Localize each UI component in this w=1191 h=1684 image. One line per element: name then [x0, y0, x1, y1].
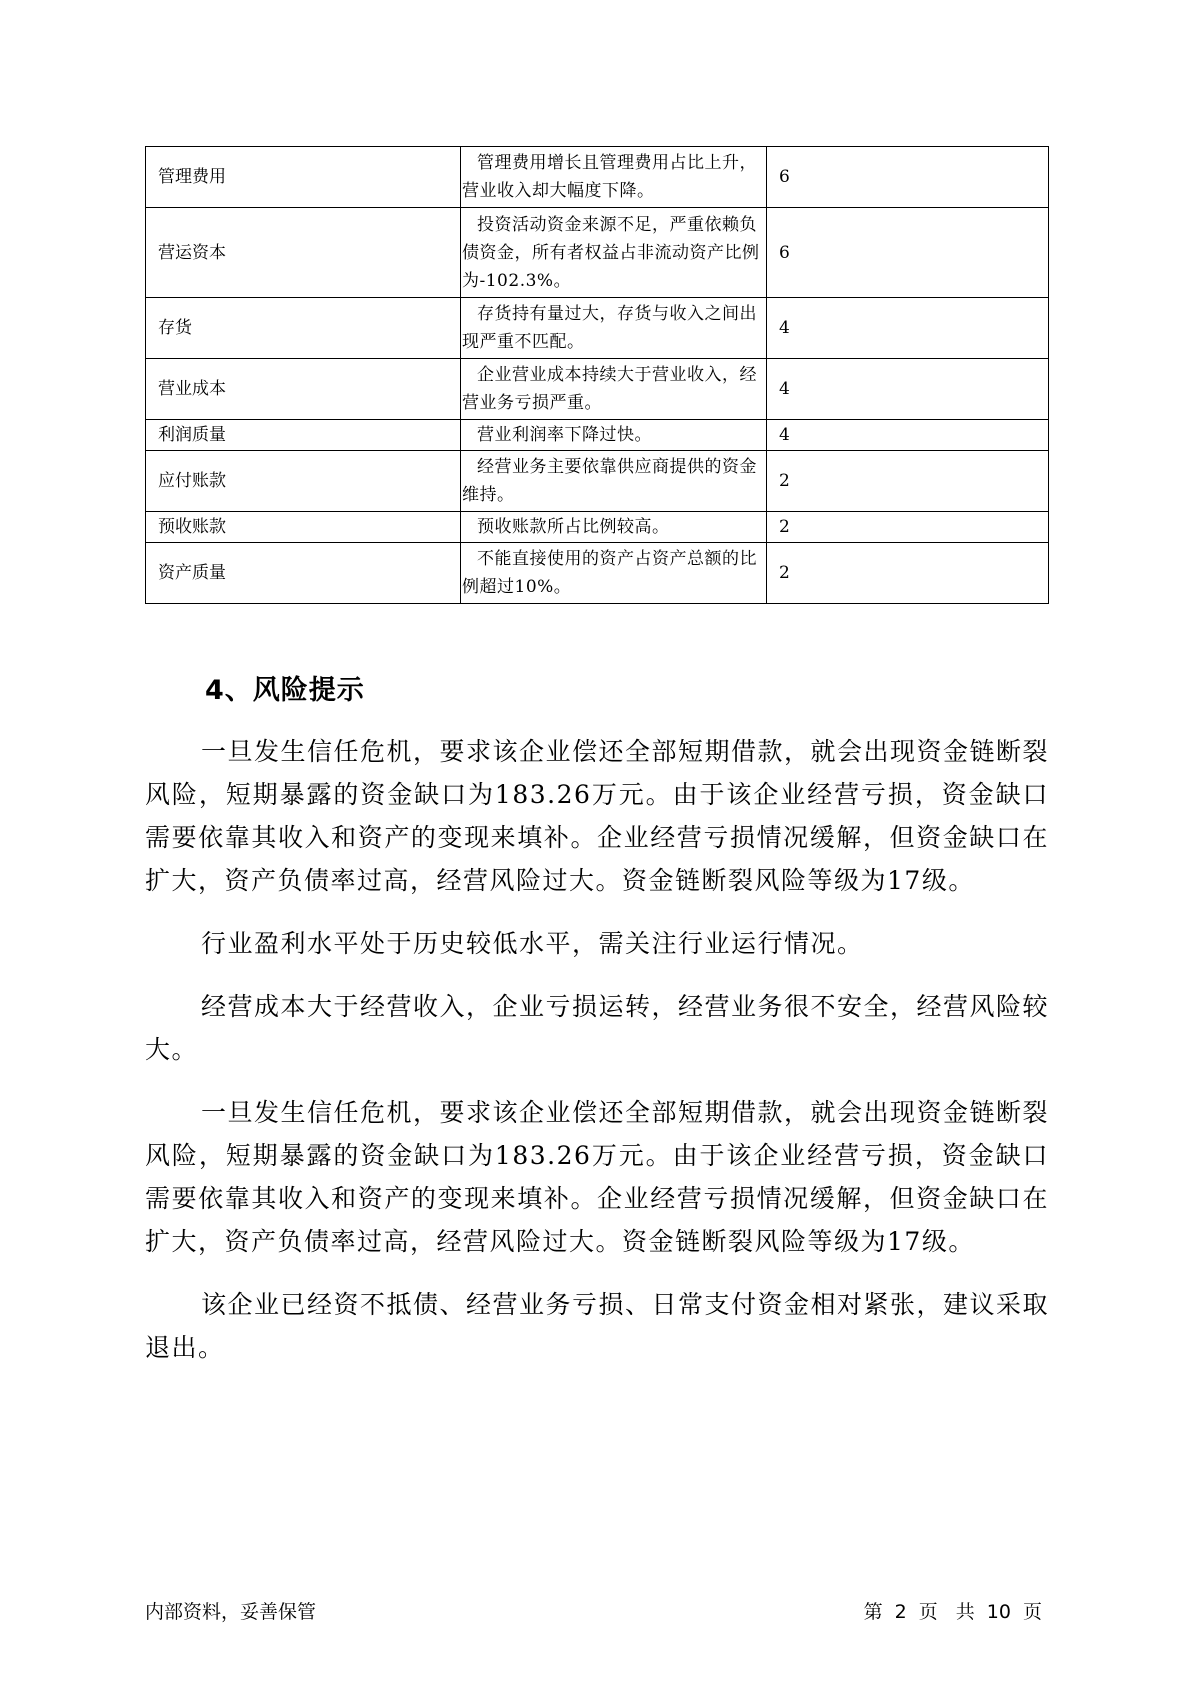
- indicator-name: 利润质量: [146, 420, 461, 451]
- description-text: 营业利润率下降过快。: [477, 425, 652, 445]
- indicator-score: 4: [767, 359, 1049, 420]
- indicator-score: 4: [767, 298, 1049, 359]
- indicator-description: [461, 298, 767, 359]
- table-row: [146, 298, 1049, 359]
- indicator-score: 4: [767, 420, 1049, 451]
- indicator-name: 存货: [146, 298, 461, 359]
- description-text: 投资活动资金来源不足，严重依赖负债资金，所有者权益占非流动资产比例为-102.3%。: [462, 214, 760, 291]
- page-prefix: 第: [863, 1601, 883, 1623]
- page-unit: 页: [918, 1601, 938, 1623]
- indicator-score: 2: [767, 512, 1049, 543]
- indicator-description: [461, 451, 767, 512]
- indicator-description: [461, 147, 767, 208]
- indicator-description: [461, 208, 767, 298]
- description-text: 企业营业成本持续大于营业收入，经营业务亏损严重。: [462, 365, 757, 413]
- table-row: [146, 208, 1049, 298]
- total-pages: 10: [986, 1601, 1011, 1623]
- description-text: 存货持有量过大，存货与收入之间出现严重不匹配。: [462, 304, 757, 352]
- paragraph: 该企业已经资不抵债、经营业务亏损、日常支付资金相对紧张，建议采取退出。: [145, 1290, 1050, 1362]
- table-row: [146, 512, 1049, 543]
- page-number: 2: [894, 1601, 907, 1623]
- section-body: [145, 730, 1049, 1389]
- table-row: [146, 420, 1049, 451]
- indicator-name: 营运资本: [146, 208, 461, 298]
- total-unit: 页: [1022, 1601, 1042, 1623]
- indicator-score: 2: [767, 543, 1049, 604]
- paragraph: 经营成本大于经营收入，企业亏损运转，经营业务很不安全，经营风险较大。: [145, 992, 1050, 1064]
- indicator-name: 营业成本: [146, 359, 461, 420]
- total-prefix: 共: [955, 1601, 975, 1623]
- table-row: [146, 543, 1049, 604]
- indicator-description: [461, 359, 767, 420]
- description-text: 经营业务主要依靠供应商提供的资金维持。: [462, 457, 757, 505]
- description-text: 管理费用增长且管理费用占比上升，营业收入却大幅度下降。: [462, 153, 757, 201]
- paragraph: 行业盈利水平处于历史较低水平，需关注行业运行情况。: [201, 929, 864, 958]
- section-heading: 4、风险提示: [205, 675, 365, 706]
- risk-indicator-table: [145, 146, 1049, 604]
- indicator-score: 6: [767, 208, 1049, 298]
- indicator-name: 资产质量: [146, 543, 461, 604]
- description-text: 不能直接使用的资产占资产总额的比例超过10%。: [462, 549, 757, 597]
- indicator-description: [461, 420, 767, 451]
- paragraph: 一旦发生信任危机，要求该企业偿还全部短期借款，就会出现资金链断裂风险，短期暴露的资金缺口为183.26万元。由于该企业经营亏损，资金缺口需要依靠其收入和资产的变现来填补。企业经营亏损情况缓解，但资金缺口在扩大，资产负债率过高，经营风险过大。资金链断裂风险等级为17级。: [145, 1098, 1050, 1256]
- description-text: 预收账款所占比例较高。: [477, 517, 670, 537]
- indicator-score: 2: [767, 451, 1049, 512]
- indicator-name: 预收账款: [146, 512, 461, 543]
- indicator-description: [461, 543, 767, 604]
- table-row: [146, 147, 1049, 208]
- table-row: [146, 359, 1049, 420]
- table-row: [146, 451, 1049, 512]
- indicator-name: 管理费用: [146, 147, 461, 208]
- paragraph: 一旦发生信任危机，要求该企业偿还全部短期借款，就会出现资金链断裂风险，短期暴露的资金缺口为183.26万元。由于该企业经营亏损，资金缺口需要依靠其收入和资产的变现来填补。企业经营亏损情况缓解，但资金缺口在扩大，资产负债率过高，经营风险过大。资金链断裂风险等级为17级。: [145, 737, 1050, 895]
- indicator-score: 6: [767, 147, 1049, 208]
- confidential-footer: 内部资料，妥善保管: [145, 1601, 317, 1623]
- indicator-name: 应付账款: [146, 451, 461, 512]
- page-number-footer: [858, 1597, 1048, 1624]
- indicator-description: [461, 512, 767, 543]
